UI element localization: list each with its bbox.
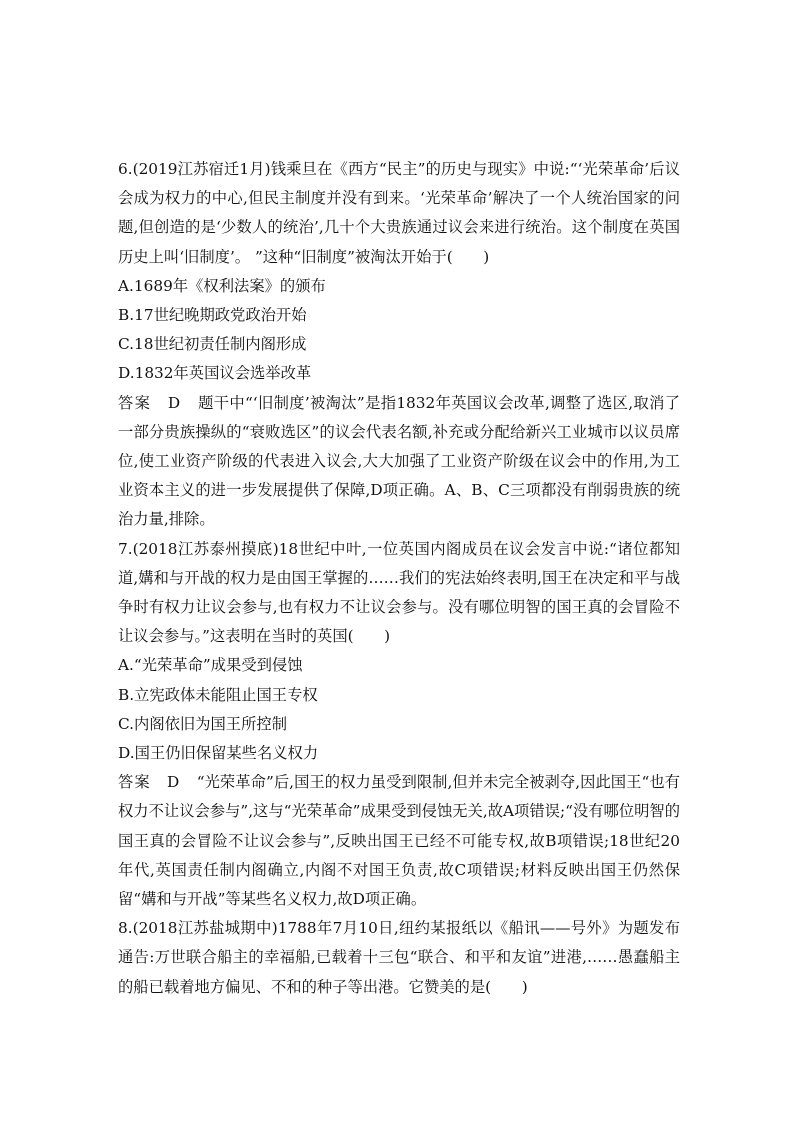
question-6-option-c: C.18世纪初责任制内阁形成 [118, 335, 307, 354]
question-8-stem: 8.(2018江苏盐城期中)1788年7月10日,纽约某报纸以《船讯——号外》为题发布通告:万世联合船主的幸福船,已载着十三包“联合、和平和友谊”进港,……愚蠢船主的船已载着地方偏见、不和的种子等出港。它赞美的是( ) [118, 919, 680, 996]
question-7-option-a: A.“光荣革命”成果受到侵蚀 [118, 656, 303, 675]
question-7-option-c: C.内阁依旧为国王所控制 [118, 714, 287, 733]
document-page [118, 155, 680, 1002]
question-7-option-b: B.立宪政体未能阻止国王专权 [118, 685, 318, 704]
question-7-option-d: D.国王仍旧保留某些名义权力 [118, 744, 319, 763]
question-6-answer [118, 389, 680, 535]
answer-label: 答案 D [118, 393, 199, 412]
question-7-answer [118, 768, 680, 914]
question-6-option-d: D.1832年英国议会选举改革 [118, 364, 312, 383]
answer-label: 答案 D [118, 773, 197, 792]
question-6-option-a: A.1689年《权利法案》的颁布 [118, 276, 326, 295]
question-7-stem: 7.(2018江苏泰州摸底)18世纪中叶,一位英国内阁成员在议会发言中说:“诸位都知道,媾和与开战的权力是由国王掌握的……我们的宪法始终表明,国王在决定和平与战争时有权力让议会参与,也有权力不让议会参与。没有哪位明智的国王真的会冒险不让议会参与。”这表明在当时的英国( ) [118, 539, 680, 646]
answer-explanation: “光荣革命”后,国王的权力虽受到限制,但并未完全被剥夺,因此国王“也有权力不让议会参与”,这与“光荣革命”成果受到侵蚀无关,故A项错误;“没有哪位明智的国王真的会冒险不让议会参与”,反映出国王已经不可能专权,故B项错误;18世纪20年代,英国责任制内阁确立,内阁不对国王负责,故C项错误;材料反映出国王仍然保留“媾和与开战”等某些名义权力,故D项正确。 [118, 773, 681, 909]
answer-explanation: 题干中“‘旧制度’被淘汰”是指1832年英国议会改革,调整了选区,取消了一部分贵族操纵的“衰败选区”的议会代表名额,补充或分配给新兴工业城市以议员席位,使工业资产阶级的代表进入议会,大大加强了工业资产阶级在议会中的作用,为工业资本主义的进一步发展提供了保障,D项正确。A、B、C三项都没有削弱贵族的统治力量,排除。 [118, 393, 680, 529]
question-6-stem: 6.(2019江苏宿迁1月)钱乘旦在《西方“民主”的历史与现实》中说:“‘光荣革命’后议会成为权力的中心,但民主制度并没有到来。‘光荣革命’解决了一个人统治国家的问题,但创造的是‘少数人的统治’,几十个大贵族通过议会来进行统治。这个制度在英国历史上叫‘旧制度’。 ”这种“旧制度”被淘汰开始于( ) [118, 160, 680, 266]
question-6-option-b: B.17世纪晚期政党政治开始 [118, 306, 307, 325]
